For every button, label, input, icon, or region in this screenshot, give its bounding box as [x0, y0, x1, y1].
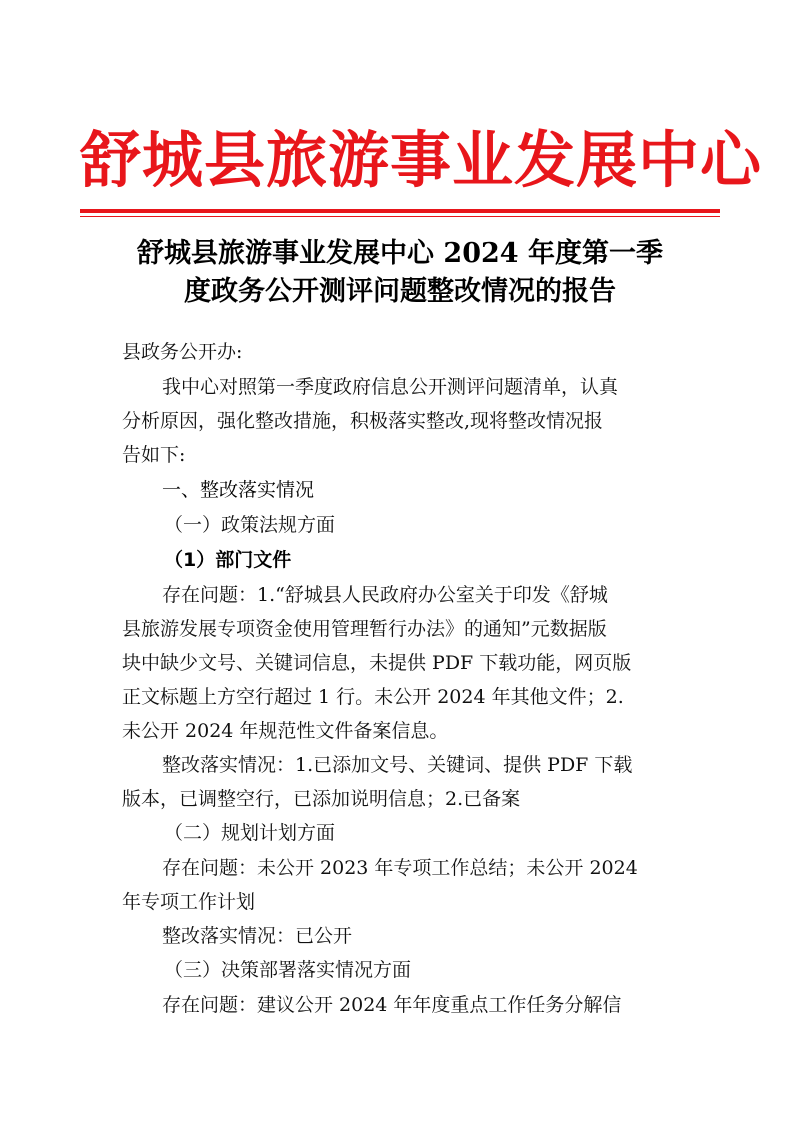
problem-line: 存在问题：1.“舒城县人民政府办公室关于印发《舒城: [162, 584, 608, 606]
subsection-3-heading: （三）决策部署落实情况方面: [164, 959, 412, 981]
intro-line: 分析原因，强化整改措施，积极落实整改,现将整改情况报: [122, 410, 604, 432]
subsection-2-problem-paragraph: [122, 851, 682, 919]
item-1-rectify-paragraph: [122, 748, 682, 816]
title-line-2: 度政务公开测评问题整改情况的报告: [184, 276, 616, 307]
item-1-problem-paragraph: [122, 578, 682, 748]
masthead-rule-thin: [80, 216, 720, 217]
rectify-line: 整改落实情况：已公开: [162, 925, 353, 947]
rectify-line: 版本，已调整空行，已添加说明信息；2.已备案: [122, 788, 521, 810]
subsection-2-rectify-paragraph: [122, 919, 682, 953]
intro-line: 我中心对照第一季度政府信息公开测评问题清单，认真: [162, 376, 619, 398]
problem-line: 存在问题：建议公开 2024 年年度重点工作任务分解信: [162, 994, 622, 1016]
salutation: 县政务公开办:: [122, 341, 243, 363]
masthead-org-name: 舒城县旅游事业发展中心: [80, 125, 763, 196]
intro-line: 告如下:: [122, 444, 186, 466]
rectify-line: 整改落实情况：1.已添加文号、关键词、提供 PDF 下载: [162, 754, 633, 776]
intro-paragraph: [122, 370, 682, 472]
subsection-3-problem-paragraph: [122, 988, 682, 1022]
problem-line: 正文标题上方空行超过 1 行。未公开 2024 年其他文件；2.: [122, 686, 624, 708]
problem-line: 年专项工作计划: [122, 891, 256, 913]
section-1-heading: 一、整改落实情况: [162, 479, 315, 501]
problem-line: 未公开 2024 年规范性文件备案信息。: [122, 720, 449, 742]
problem-line: 县旅游发展专项资金使用管理暂行办法》的通知”元数据版: [122, 618, 607, 640]
problem-line: 存在问题：未公开 2023 年专项工作总结；未公开 2024: [162, 857, 638, 879]
subsection-1-heading: （一）政策法规方面: [164, 514, 336, 536]
subsection-2-heading: （二）规划计划方面: [164, 822, 336, 844]
item-1-heading: （1）部门文件: [164, 549, 292, 571]
problem-line: 块中缺少文号、关键词信息，未提供 PDF 下载功能，网页版: [122, 652, 632, 674]
title-line-1: 舒城县旅游事业发展中心 2024 年度第一季: [137, 238, 663, 269]
document-title: [80, 235, 720, 311]
masthead-rule-thick: [80, 209, 720, 213]
document-body: [122, 334, 682, 1022]
